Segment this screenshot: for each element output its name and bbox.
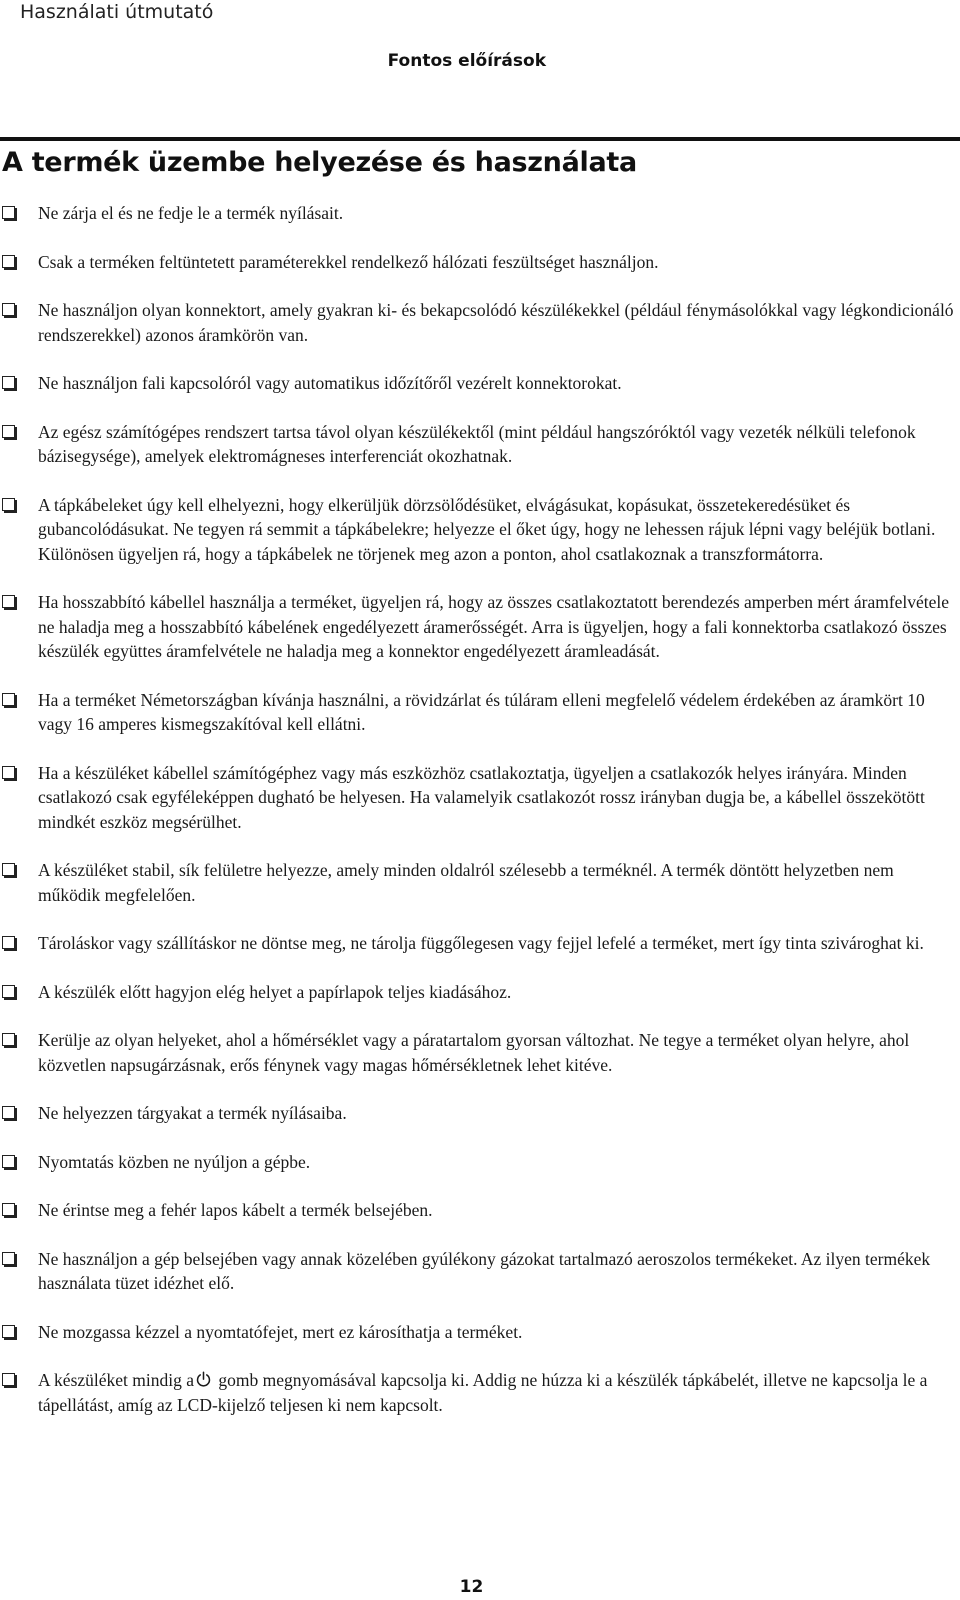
list-item	[0, 1150, 955, 1175]
list-item-text: Ne érintse meg a fehér lapos kábelt a termék belsejében.	[38, 1200, 433, 1220]
list-item-text: Ne mozgassa kézzel a nyomtatófejet, mert ez károsíthatja a terméket.	[38, 1321, 523, 1342]
list-item-text: Ne helyezzen tárgyakat a termék nyílásaiba.	[38, 1103, 347, 1123]
checkbox-bullet-icon	[2, 766, 15, 779]
checkbox-bullet-icon	[2, 1106, 15, 1119]
list-item	[0, 371, 955, 396]
list-item-text: Csak a terméken feltüntetett paraméterekkel rendelkező hálózati feszültséget használjon.	[38, 251, 659, 272]
list-item	[0, 298, 955, 347]
header-divider	[0, 137, 960, 141]
list-item	[0, 201, 955, 226]
section-header: Fontos előírások	[387, 51, 546, 71]
list-item	[0, 688, 955, 737]
checkbox-bullet-icon	[2, 1203, 15, 1216]
checkbox-bullet-icon	[2, 425, 15, 438]
checkbox-bullet-icon	[2, 595, 15, 608]
list-item-text: Ha a terméket Németországban kívánja használni, a rövidzárlat és túláram elleni megfelelő védelem érdekében az áramkört 10 vagy 16 amperes kismegszakítóval kell ellátni.	[38, 689, 925, 734]
checkbox-bullet-icon	[2, 863, 15, 876]
list-item-text: Ne zárja el és ne fedje le a termék nyílásait.	[38, 203, 344, 223]
checkbox-bullet-icon	[2, 206, 15, 219]
list-item	[0, 590, 955, 664]
checkbox-bullet-icon	[2, 1325, 15, 1338]
list-item	[0, 931, 955, 956]
list-item-text: A tápkábeleket úgy kell elhelyezni, hogy elkerüljük dörzsölődésüket, elvágásukat, kopásukat, összetekeredésüket és gubancolódásukat. Ne tegyen rá semmit a tápkábelekre; helyezze el őket úgy, hogy ne lehessen rájuk lépni vagy beléjük botlani. Különösen ügyeljen rá, hogy a tápkábelek ne törjenek meg azon a ponton, ahol csatlakoznak a transzformátorra.	[38, 494, 936, 564]
checkbox-bullet-icon	[2, 303, 15, 316]
page-number: 12	[459, 1577, 484, 1597]
list-item	[0, 858, 955, 907]
list-item	[0, 761, 955, 835]
list-item-text: Ne használjon a gép belsejében vagy annak közelében gyúlékony gázokat tartalmazó aeroszolos termékeket. Az ilyen termékek használata tüzet idézhet elő.	[38, 1248, 931, 1293]
list-item-text: Kerülje az olyan helyeket, ahol a hőmérséklet vagy a páratartalom gyorsan változhat. Ne tegye a terméket olyan helyre, ahol közvetlen napsugárzásnak, erős fénynek vagy magas hőmérsékletnek lehet kitéve.	[38, 1030, 910, 1075]
list-item-text-after-icon: gomb megnyomásával kapcsolja ki. Addig ne húzza ki a készülék tápkábelét, illetve ne kapcsolja le a tápellátást, amíg az LCD-kijelző teljesen ki nem kapcsolt.	[38, 1370, 928, 1415]
checkbox-bullet-icon	[2, 376, 15, 389]
list-item	[0, 250, 955, 275]
list-item	[0, 1320, 955, 1345]
list-item-text: Az egész számítógépes rendszert tartsa távol olyan készülékektől (mint például hangszóróktól vagy vezeték nélküli telefonok bázisegysége), amelyek elektromágneses interferenciát okozhatnak.	[38, 421, 916, 466]
list-item	[0, 1028, 955, 1077]
list-item	[0, 420, 955, 469]
list-item-text: Ne használjon fali kapcsolóról vagy automatikus időzítőről vezérelt konnektorokat.	[38, 373, 622, 393]
power-icon	[195, 1371, 212, 1388]
list-item-text: Tároláskor vagy szállításkor ne döntse meg, ne tárolja függőlegesen vagy fejjel lefelé a terméket, mert így tinta szivároghat ki.	[38, 933, 924, 953]
list-item	[0, 1247, 955, 1296]
list-item	[0, 1198, 955, 1223]
checkbox-bullet-icon	[2, 498, 15, 511]
list-item-text: Ne használjon olyan konnektort, amely gyakran ki- és bekapcsolódó készülékekkel (például fénymásolókkal vagy légkondicionáló rendszerekkel) azonos áramkörön van.	[38, 300, 954, 345]
list-item-text: Nyomtatás közben ne nyúljon a gépbe.	[38, 1151, 311, 1172]
checkbox-bullet-icon	[2, 1155, 15, 1168]
safety-instruction-list	[0, 201, 955, 1441]
list-item	[0, 1101, 955, 1126]
list-item-text: A készüléket stabil, sík felületre helyezze, amely minden oldalról szélesebb a terméknél. A termék döntött helyzetben nem működik megfelelően.	[38, 860, 894, 905]
checkbox-bullet-icon	[2, 1033, 15, 1046]
list-item-text-before-icon: A készüléket mindig a	[38, 1370, 195, 1390]
list-item	[0, 493, 955, 567]
checkbox-bullet-icon	[2, 255, 15, 268]
document-title: Használati útmutató	[20, 1, 214, 23]
checkbox-bullet-icon	[2, 1373, 15, 1386]
list-item-text: Ha hosszabbító kábellel használja a terméket, ügyeljen rá, hogy az összes csatlakoztatott berendezés amperben mért áramfelvétele ne haladja meg a hosszabbító kábelének engedélyezett áramerősségét. Arra is ügyeljen, hogy a fali konnektorba csatlakozó összes készülék együttes áramfelvétele ne haladja meg a konnektor engedélyezett áramleadását.	[38, 592, 950, 661]
checkbox-bullet-icon	[2, 693, 15, 706]
list-item-text: A készülék előtt hagyjon elég helyet a papírlapok teljes kiadásához.	[38, 981, 512, 1002]
list-item	[0, 1368, 955, 1417]
list-item	[0, 980, 955, 1005]
checkbox-bullet-icon	[2, 1252, 15, 1265]
list-item-text: Ha a készüléket kábellel számítógéphez vagy más eszközhöz csatlakoztatja, ügyeljen a csatlakozók helyes irányára. Minden csatlakozó csak egyféleképpen dugható be helyesen. Ha valamelyik csatlakozót rossz irányban dugja be, a kábellel összekötött mindkét eszköz megsérülhet.	[38, 762, 925, 832]
page-title: A termék üzembe helyezése és használata	[2, 147, 637, 178]
checkbox-bullet-icon	[2, 936, 15, 949]
checkbox-bullet-icon	[2, 985, 15, 998]
